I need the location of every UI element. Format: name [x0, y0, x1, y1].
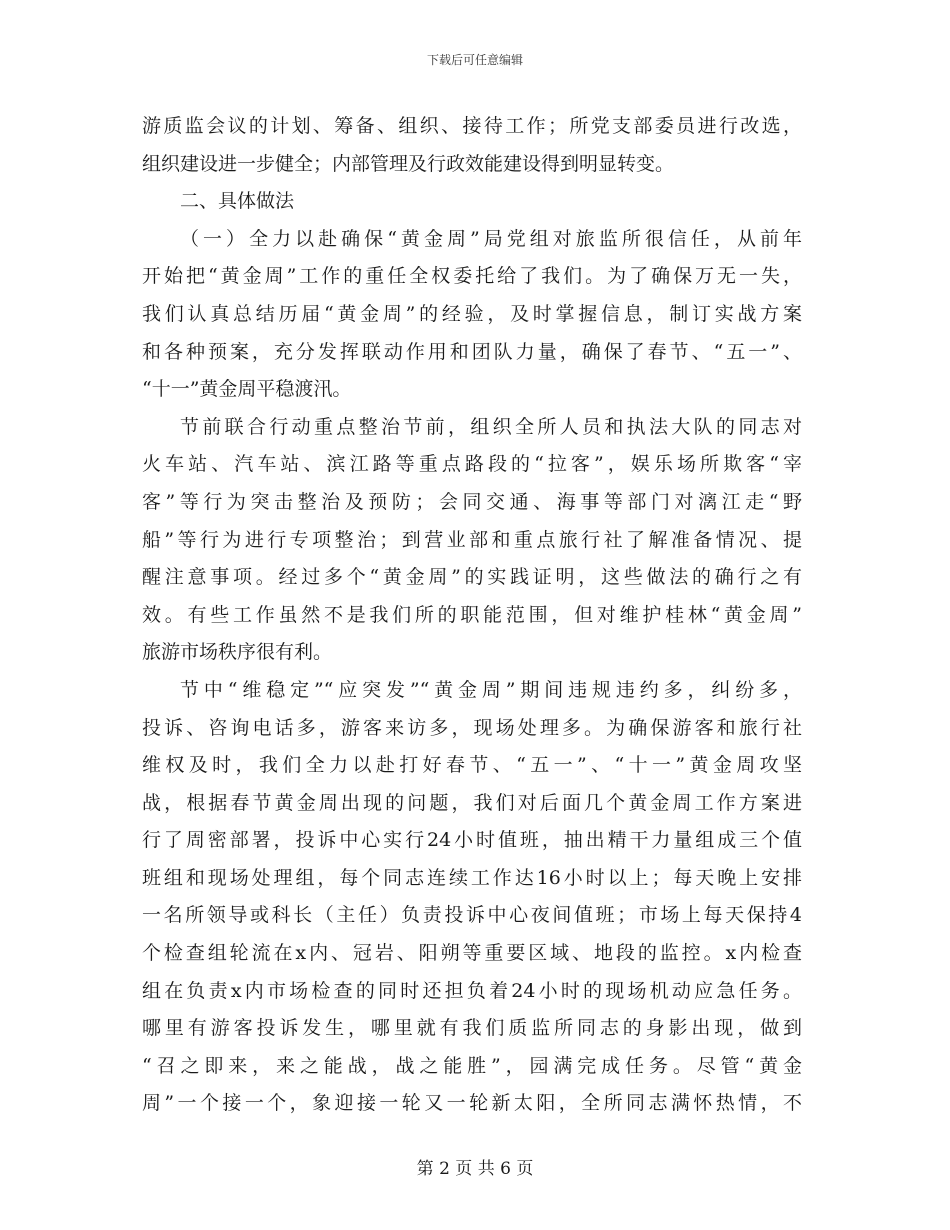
text-line: 一名所领导或科长（主任）负责投诉中心夜间值班；市场上每天保持4 [142, 904, 802, 927]
text-line: 投诉、咨询电话多，游客来访多，现场处理多。为确保游客和旅行社 [142, 716, 802, 739]
text-line: 效。有些工作虽然不是我们所的职能范围，但对维护桂林“黄金周” [142, 603, 802, 626]
text-line: 组在负责x内市场检查的同时还担负着24小时的现场机动应急任务。 [142, 979, 802, 1002]
text-line: 开始把“黄金周”工作的重任全权委托给了我们。为了确保万无一失， [142, 265, 802, 288]
body-text [142, 108, 802, 1123]
text-line: 战，根据春节黄金周出现的问题，我们对后面几个黄金周工作方案进 [142, 791, 802, 814]
text-line: 班组和现场处理组，每个同志连续工作达16小时以上；每天晚上安排 [142, 866, 802, 889]
text-line: 二、具体做法 [180, 190, 295, 213]
text-line: 周”一个接一个，象迎接一轮又一轮新太阳，全所同志满怀热情，不 [142, 1092, 802, 1115]
text-line: 醒注意事项。经过多个“黄金周”的实践证明，这些做法的确行之有 [142, 566, 802, 589]
text-line: 维权及时，我们全力以赴打好春节、“五一”、“十一”黄金周攻坚 [142, 754, 802, 777]
text-line: 旅游市场秩序很有利。 [142, 641, 333, 664]
text-line: 节中“维稳定”“应突发”“黄金周”期间违规违约多，纠纷多， [180, 678, 802, 701]
text-line: “召之即来，来之能战，战之能胜”，园满完成任务。尽管“黄金 [142, 1054, 802, 1077]
text-line: （一）全力以赴确保“黄金周”局党组对旅监所很信任，从前年 [180, 227, 802, 250]
text-line: 个检查组轮流在x内、冠岩、阳朔等重要区域、地段的监控。x内检查 [142, 942, 802, 965]
text-line: 和各种预案，充分发挥联动作用和团队力量，确保了春节、“五一”、 [142, 340, 802, 363]
text-line: “十一”黄金周平稳渡汛。 [142, 378, 352, 401]
text-line: 行了周密部署，投诉中心实行24小时值班，抽出精干力量组成三个值 [142, 829, 802, 852]
page-footer: 第 2 页 共 6 页 [416, 1159, 534, 1179]
text-line: 客”等行为突击整治及预防；会同交通、海事等部门对漓江走“野 [142, 490, 802, 513]
page-header: 下载后可任意编辑 [426, 53, 523, 67]
text-line: 哪里有游客投诉发生，哪里就有我们质监所同志的身影出现，做到 [142, 1017, 802, 1040]
text-line: 火车站、汽车站、滨江路等重点路段的“拉客”，娱乐场所欺客“宰 [142, 453, 802, 476]
text-line: 节前联合行动重点整治节前，组织全所人员和执法大队的同志对 [180, 415, 802, 438]
text-line: 游质监会议的计划、筹备、组织、接待工作；所党支部委员进行改选， [142, 115, 802, 137]
text-line: 船”等行为进行专项整治；到营业部和重点旅行社了解准备情况、提 [142, 528, 802, 551]
text-line: 我们认真总结历届“黄金周”的经验，及时掌握信息，制订实战方案 [142, 302, 802, 325]
text-line: 组织建设进一步健全；内部管理及行政效能建设得到明显转变。 [142, 152, 675, 175]
